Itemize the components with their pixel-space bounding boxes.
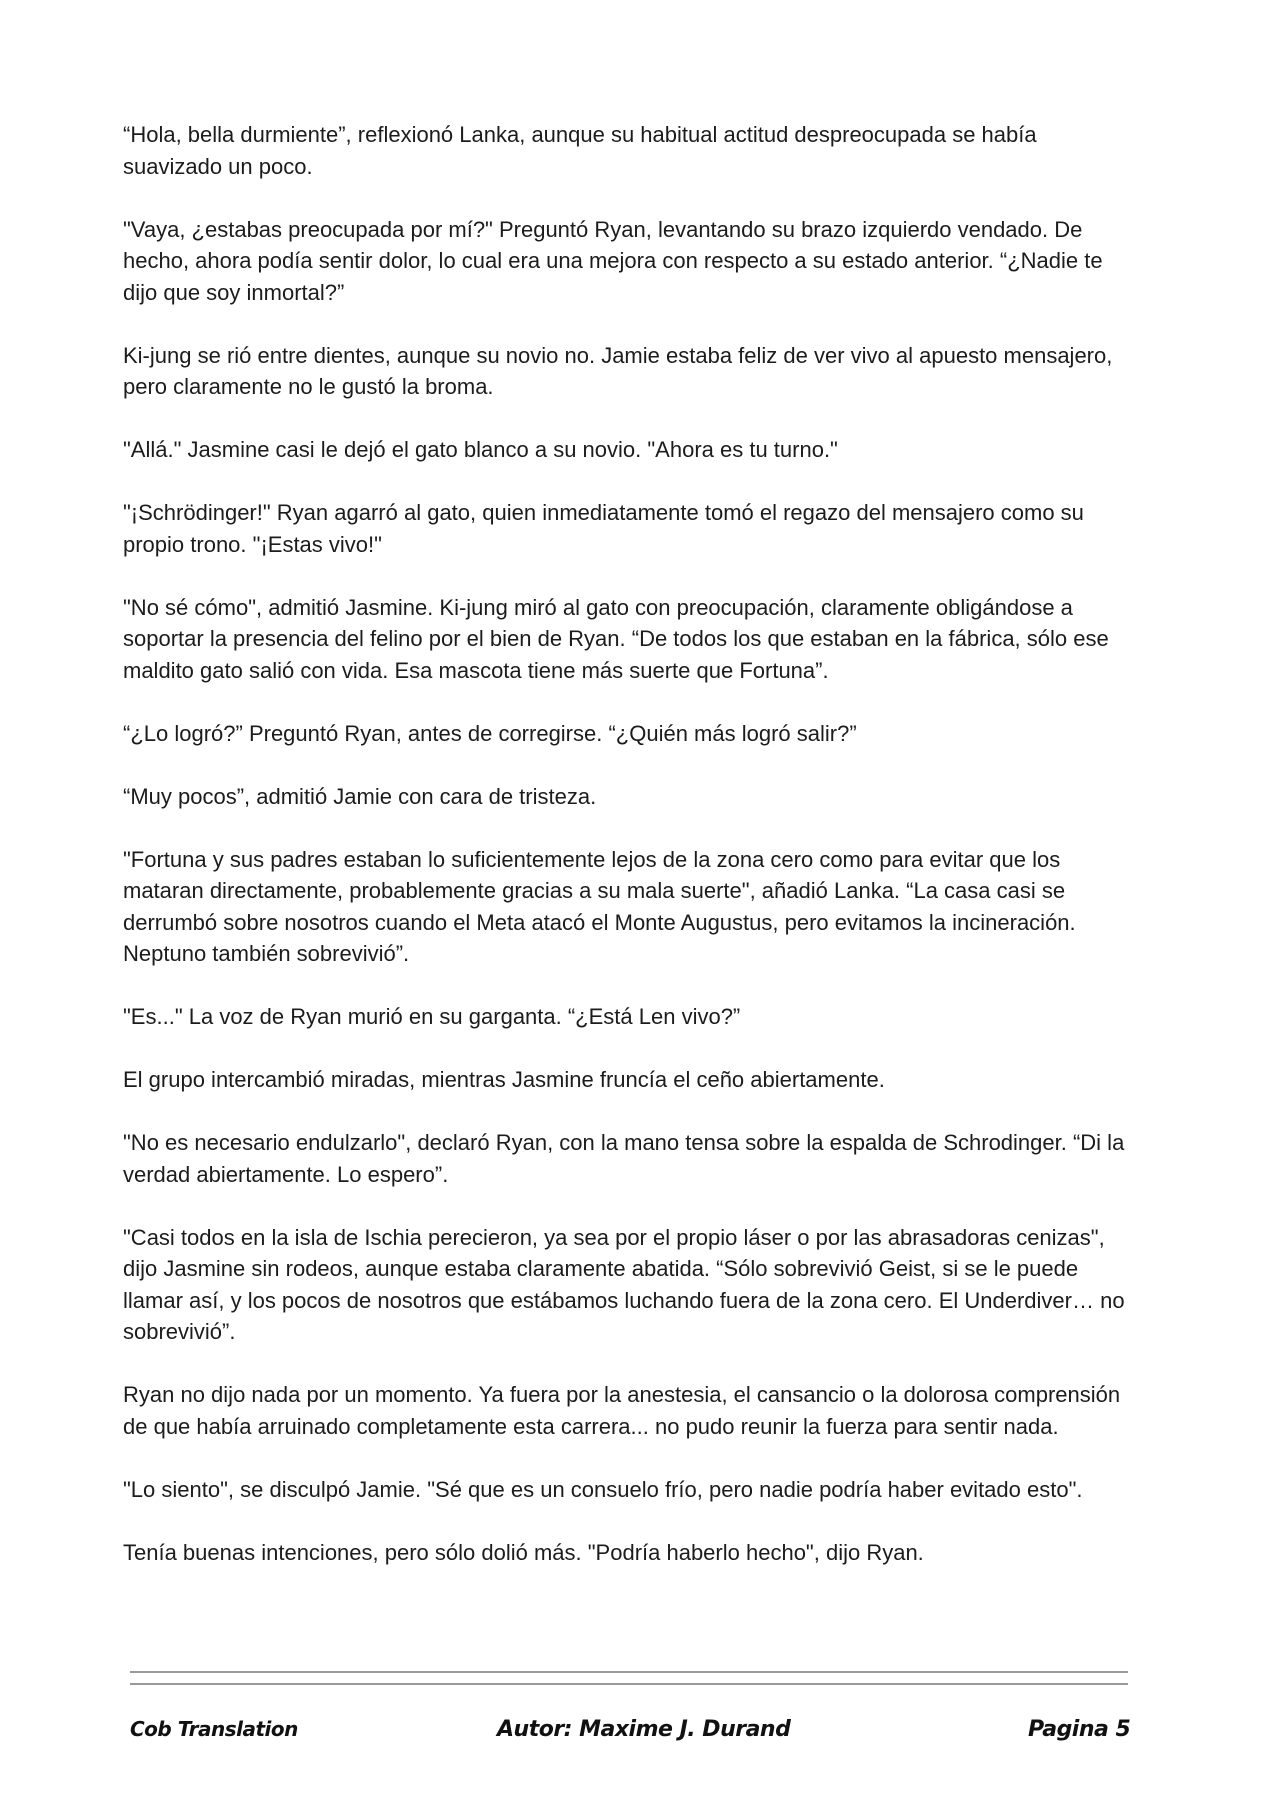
paragraph: Ki-jung se rió entre dientes, aunque su novio no. Jamie estaba feliz de ver vivo al apuesto mensajero, pero claramente no le gustó la broma. (123, 342, 1113, 399)
footer-translator: Cob Translation (130, 1717, 298, 1741)
paragraph: “¿Lo logró?” Preguntó Ryan, antes de corregirse. “¿Quién más logró salir?” (123, 720, 857, 746)
paragraph: "Vaya, ¿estabas preocupada por mí?" Preguntó Ryan, levantando su brazo izquierdo vendado. De hecho, ahora podía sentir dolor, lo cual era una mejora con respecto a su estado anterior. “¿Nadie te dijo que soy inmortal?” (123, 216, 1103, 305)
paragraph: “Hola, bella durmiente”, reflexionó Lanka, aunque su habitual actitud despreocupada se había suavizado un poco. (123, 122, 1037, 179)
paragraph: "Es..." La voz de Ryan murió en su garganta. “¿Está Len vivo?” (123, 1004, 741, 1029)
footer-author: Autor: Maxime J. Durand (497, 1717, 791, 1742)
paragraph: El grupo intercambió miradas, mientras Jasmine fruncía el ceño abiertamente. (123, 1067, 885, 1092)
paragraph: "Casi todos en la isla de Ischia perecieron, ya sea por el propio láser o por las abrasadoras cenizas", dijo Jasmine sin rodeos, aunque estaba claramente abatida. “Sólo sobrevivió Geist, si se le puede llamar así, y los pocos de nosotros que estábamos luchando fuera de la zona cero. El Underdiver… no sobrevivió”. (123, 1224, 1125, 1344)
paragraph: "Fortuna y sus padres estaban lo suficientemente lejos de la zona cero como para evitar que los mataran directamente, probablemente gracias a su mala suerte", añadió Lanka. “La casa casi se derrumbó sobre nosotros cuando el Meta atacó el Monte Augustus, pero evitamos la incineración. Neptuno también sobrevivió”. (123, 846, 1076, 966)
paragraph: "No es necesario endulzarlo", declaró Ryan, con la mano tensa sobre la espalda de Schrodinger. “Di la verdad abiertamente. Lo espero”. (123, 1130, 1125, 1187)
paragraph: "Lo siento", se disculpó Jamie. "Sé que es un consuelo frío, pero nadie podría haber evitado esto". (123, 1476, 1083, 1502)
paragraph: Ryan no dijo nada por un momento. Ya fuera por la anestesia, el cansancio o la dolorosa comprensión de que había arruinado completamente esta carrera... no pudo reunir la fuerza para sentir nada. (123, 1382, 1121, 1439)
paragraph: Tenía buenas intenciones, pero sólo dolió más. "Podría haberlo hecho", dijo Ryan. (123, 1539, 924, 1565)
footer-divider-top (130, 1671, 1128, 1673)
paragraph: "¡Schrödinger!" Ryan agarró al gato, quien inmediatamente tomó el regazo del mensajero como su propio trono. "¡Estas vivo!" (123, 500, 1084, 557)
footer-page-number: Pagina 5 (1028, 1717, 1131, 1742)
paragraph: "No sé cómo", admitió Jasmine. Ki-jung miró al gato con preocupación, claramente obligándose a soportar la presencia del felino por el bien de Ryan. “De todos los que estaban en la fábrica, sólo ese maldito gato salió con vida. Esa mascota tiene más suerte que Fortuna”. (123, 594, 1109, 683)
paragraph: "Allá." Jasmine casi le dejó el gato blanco a su novio. "Ahora es tu turno." (123, 437, 838, 462)
footer-divider-bottom (130, 1683, 1128, 1685)
body-text (123, 119, 1133, 1600)
paragraph: “Muy pocos”, admitió Jamie con cara de tristeza. (123, 783, 597, 809)
